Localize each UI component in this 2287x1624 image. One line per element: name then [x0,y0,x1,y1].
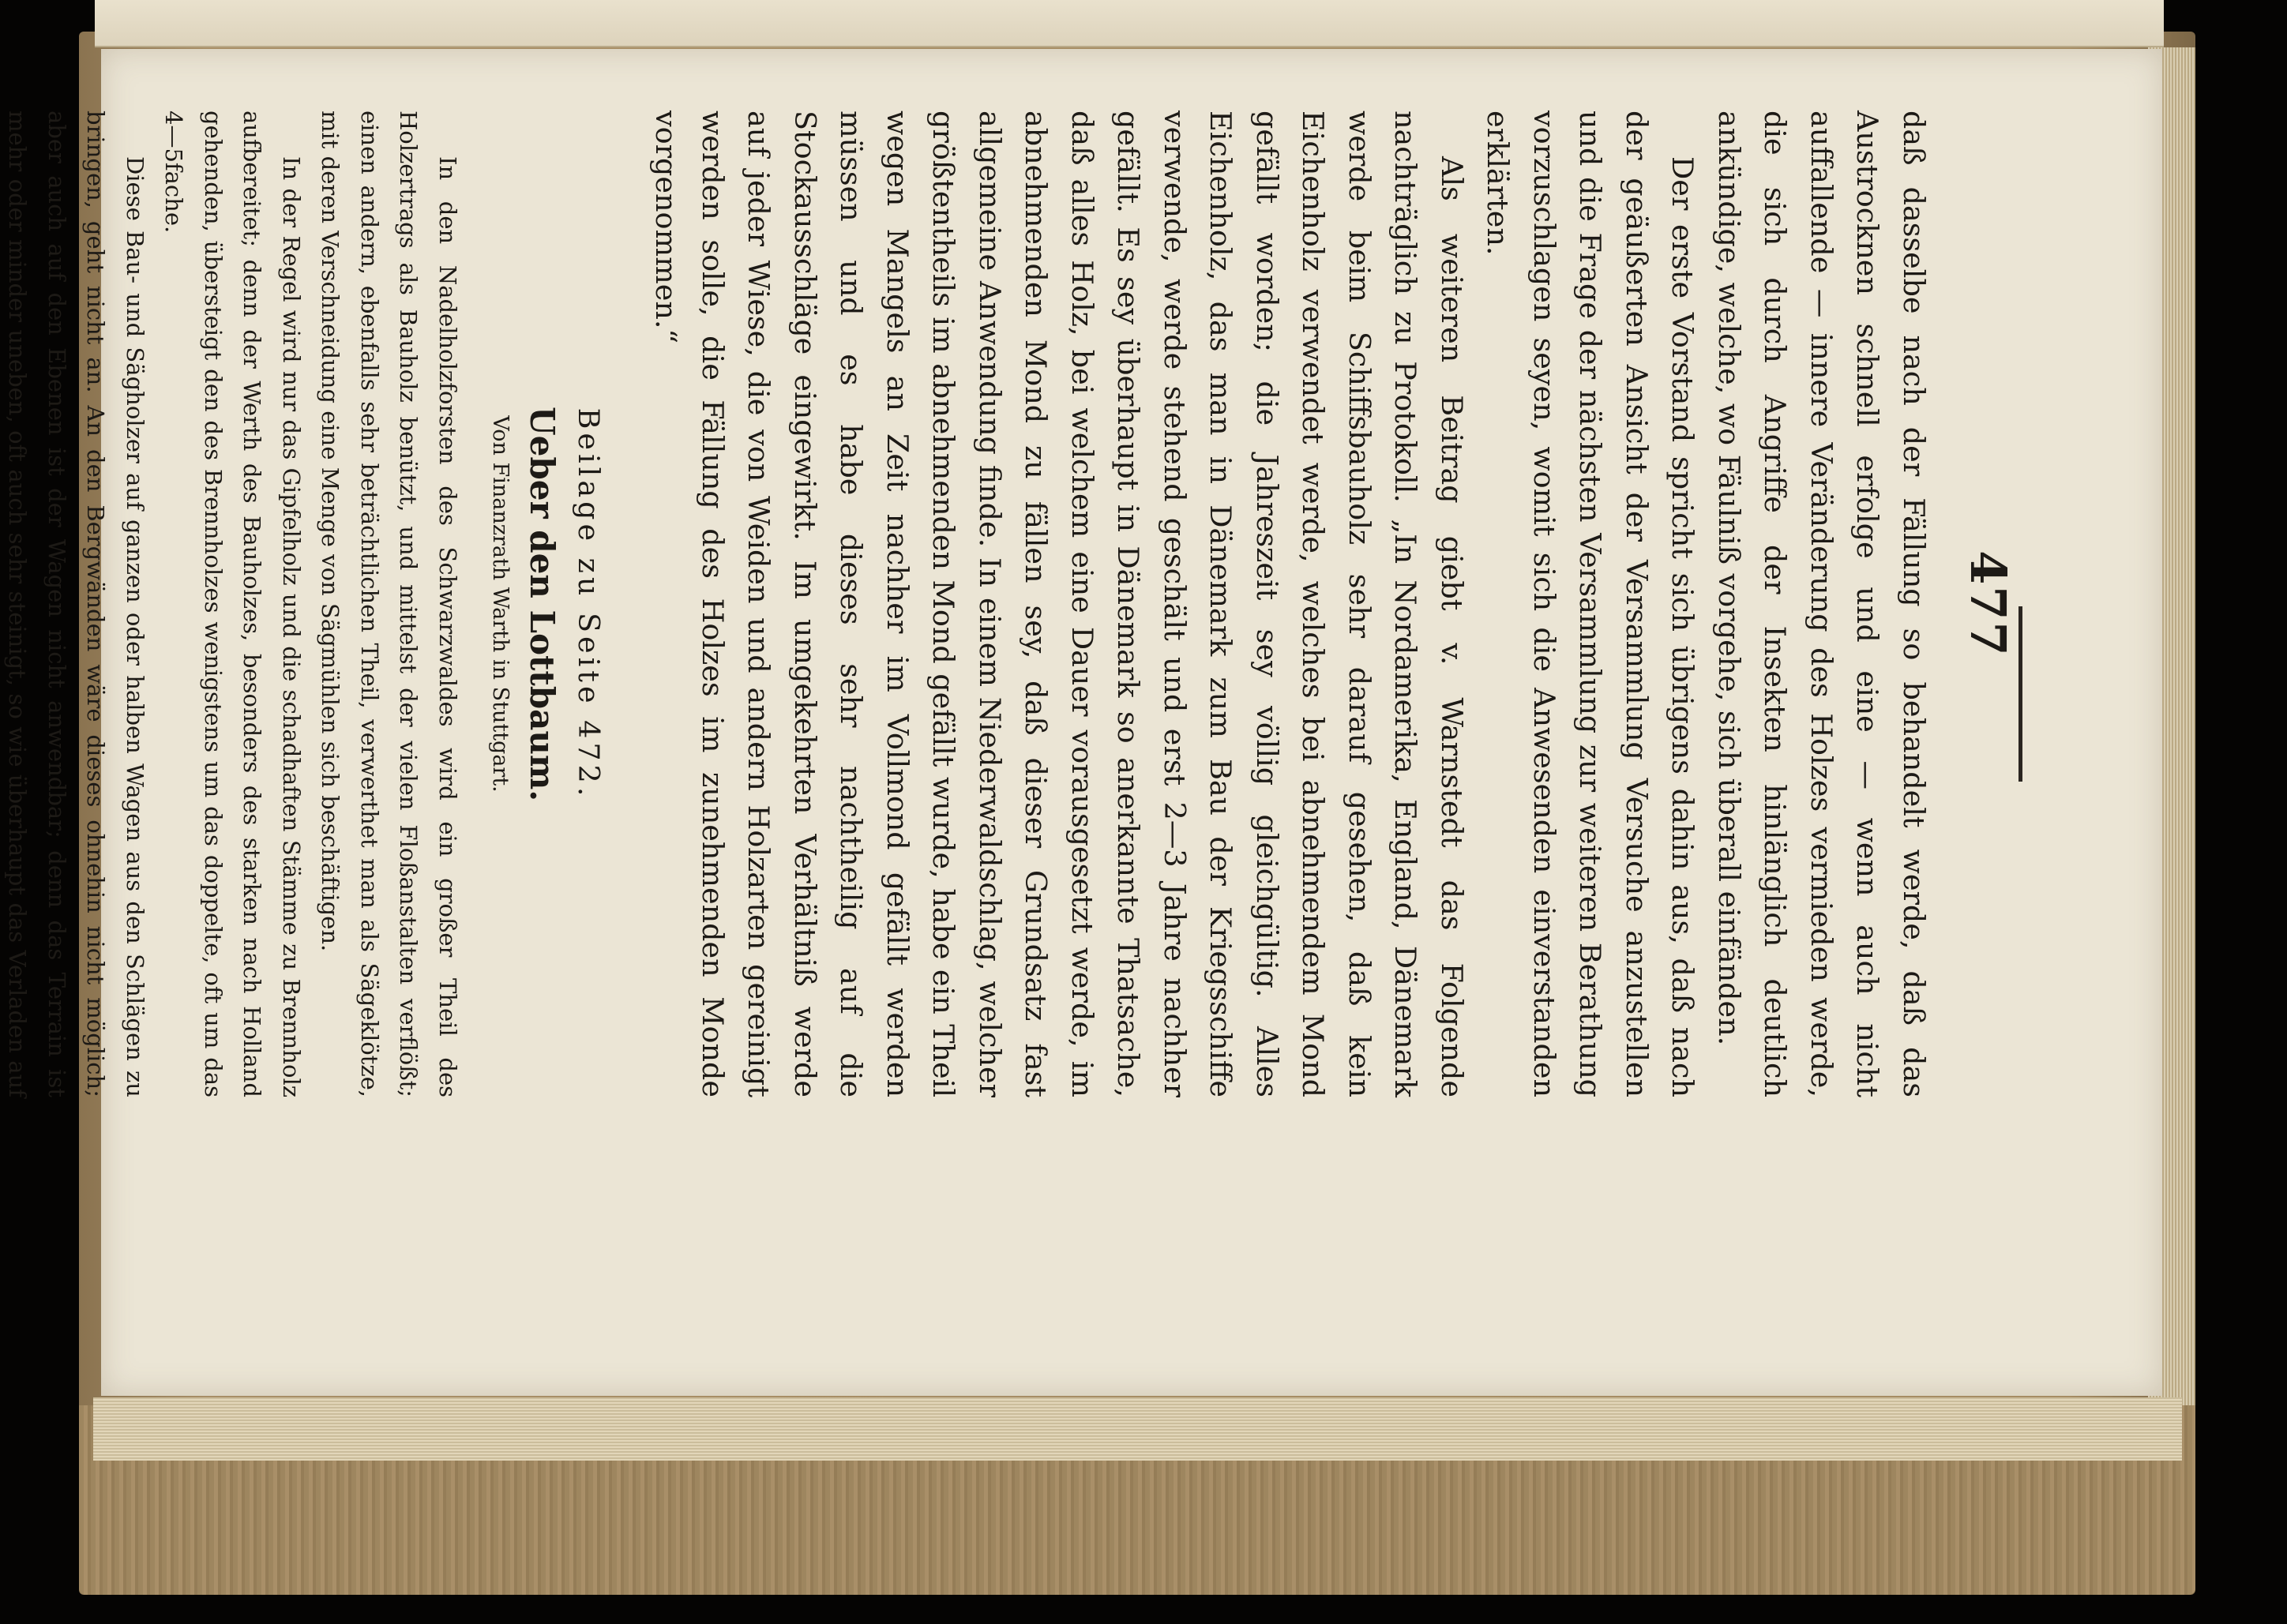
page-number-rule [2018,606,2022,782]
paragraph: Der erste Vorstand spricht sich übrigens dahin aus, daß nach der geäußerten Ansicht der Versammlung Versuche anzustellen und die Frage der nächsten Versammlung zur weiteren Berathung vorzuschlagen seyen, womit sich die Anwesenden einverstanden erklärten. [1481,111,1700,1097]
paragraph: Als weiteren Beitrag giebt v. Warnstedt das Folgende nachträglich zu Protokoll. „In Nordamerika, England, Dänemark werde beim Schiffsbauholz sehr darauf gesehen, daß kein Eichenholz verwendet werde, welches bei abnehmendem Mond gefällt worden; die Jahreszeit sey völlig gleichgültig. Alles Eichenholz, das man in Dänemark zum Bau der Kriegsschiffe verwende, werde stehend geschält und erst 2—3 Jahre nachher gefällt. Es sey überhaupt in Dänemark so anerkannte Thatsache, daß alles Holz, bei welchem eine Dauer vorausgesetzt werde, im abnehmenden Mond zu fällen sey, daß dieser Grundsatz fast allgemeine Anwendung finde. In einem Niederwaldschlag, welcher größtentheils im abnehmenden Mond gefällt wurde, habe ein Theil wegen Mangels an Zeit nachher im Vollmond gefällt werden müssen und es habe dieses sehr nachtheilig auf die Stockausschläge eingewirkt. Im umgekehrten Verhältniß werde auf jeder Wiese, die von Weiden und andern Holzarten gereinigt werden solle, die Fällung des Holzes im zunehmenden Monde vorgenommen.“ [649,111,1469,1097]
paragraph: In den Nadelholzforsten des Schwarzwaldes wird ein großer Theil des Holzertrags als Bauholz benützt, und mittelst der vielen Floßanstalten verflößt; einen andern, ebenfalls sehr beträchtlichen Theil, verwerthet man als Sägeklötze, mit deren Verschneidung eine Menge von Sägmühlen sich beschäftigen. [317,111,461,1097]
page-number: 477 [1959,550,2017,658]
previous-page-edge [95,0,2164,47]
page-body [4,111,1936,1097]
paragraph: daß dasselbe nach der Fällung so behandelt werde, daß das Austrocknen schnell erfolge und eine — wenn auch nicht auffallende — innere Veränderung des Holzes vermieden werde, die sich durch Angriffe der Insekten hinlänglich deutlich ankündige, welche, wo Fäulniß vorgehe, sich überall einfänden. [1712,111,1931,1097]
section-label: Beilage zu Seite 472. [572,407,606,801]
section-title: Ueber den Lottbaum. [523,407,562,801]
paragraph: In der Regel wird nur das Gipfelholz und die schadhaften Stämme zu Brennholz aufbereitet; denn der Werth des Bauholzes, besonders des starken nach Holland gehenden, übersteigt den des Brennholzes wenigstens um das doppelte, oft um das 4—5fache. [160,111,305,1097]
page-edges-bottom [93,1397,2182,1461]
page-text-block [4,111,2017,1097]
section-byline: Von Finanzrath Warth in Stuttgart. [488,415,513,793]
paragraph: Diese Bau- und Sägholzer auf ganzen oder halben Wagen aus den Schlägen zu bringen, geht nicht an. An den Bergwänden wäre dieses ohnehin nicht möglich; aber auch auf den Ebenen ist der Wagen nicht anwendbar; denn das Terrain ist mehr oder minder uneben, oft auch sehr steinigt, so wie überhaupt das Verladen auf [4,111,148,1097]
